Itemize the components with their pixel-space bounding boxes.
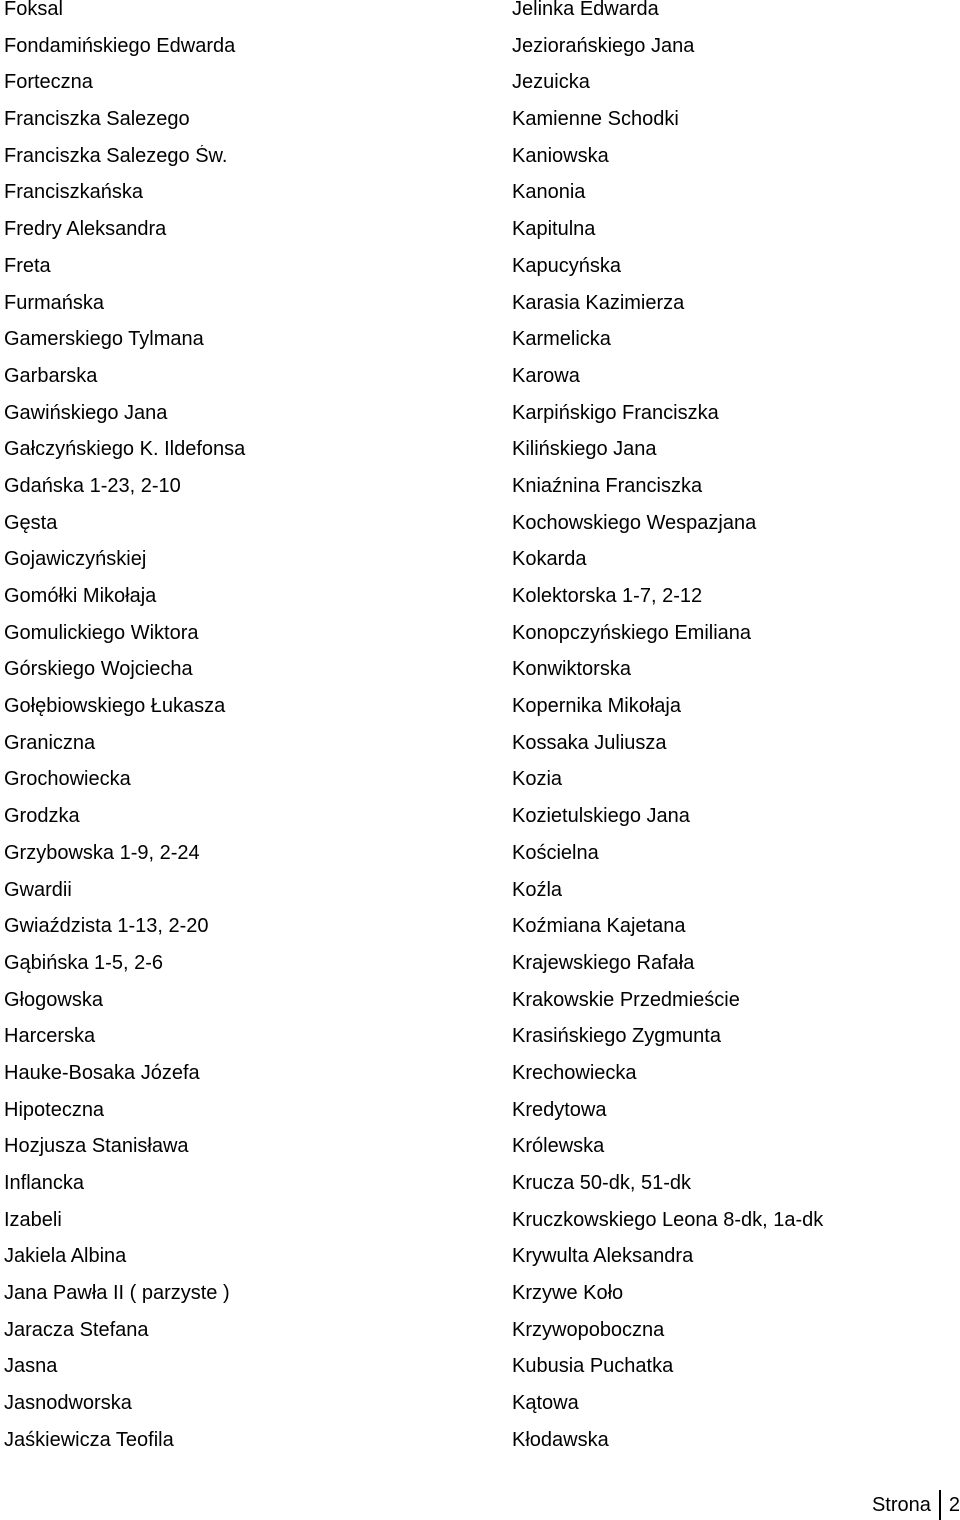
street-name: Kokarda bbox=[512, 548, 587, 571]
street-name: Kopernika Mikołaja bbox=[512, 695, 681, 718]
street-name: Górskiego Wojciecha bbox=[4, 658, 193, 681]
street-name: Jasnodworska bbox=[4, 1392, 132, 1415]
street-name: Hipoteczna bbox=[4, 1098, 105, 1121]
street-name: Krywulta Aleksandra bbox=[512, 1245, 694, 1268]
street-name: Jaracza Stefana bbox=[4, 1318, 149, 1341]
street-list-left bbox=[4, 0, 504, 1466]
street-name: Jana Pawła II ( parzyste ) bbox=[4, 1282, 230, 1305]
street-name: Krucza 50-dk, 51-dk bbox=[512, 1172, 691, 1194]
street-name: Gomółki Mikołaja bbox=[4, 585, 157, 607]
page-number: 2 bbox=[948, 1494, 960, 1516]
street-name: Kozia bbox=[512, 768, 563, 791]
street-name: Jeziorańskiego Jana bbox=[512, 34, 695, 57]
street-name: Kłodawska bbox=[512, 1428, 609, 1451]
street-name: Koźmiana Kajetana bbox=[512, 915, 686, 938]
street-name: Hozjusza Stanisława bbox=[4, 1135, 189, 1158]
street-name: Kanonia bbox=[512, 181, 586, 204]
street-name: Kapitulna bbox=[512, 218, 596, 241]
street-name: Garbarska bbox=[4, 364, 98, 387]
street-name: Gamerskiego Tylmana bbox=[4, 328, 204, 351]
street-name: Gałczyńskiego K. Ildefonsa bbox=[4, 438, 246, 461]
street-name: Inflancka bbox=[4, 1172, 85, 1194]
street-name: Krzywe Koło bbox=[512, 1282, 624, 1305]
street-name: Kniaźnina Franciszka bbox=[512, 474, 703, 497]
street-name: Jelinka Edwarda bbox=[512, 0, 659, 20]
street-name: Konwiktorska bbox=[512, 658, 631, 681]
street-name: Krzywopoboczna bbox=[512, 1318, 665, 1341]
street-name: Harcerska bbox=[4, 1025, 96, 1048]
street-name: Konopczyńskiego Emiliana bbox=[512, 621, 752, 644]
street-name: Gomulickiego Wiktora bbox=[4, 621, 199, 644]
street-name: Jezuicka bbox=[512, 71, 590, 94]
street-name: Furmańska bbox=[4, 291, 105, 314]
street-name: Królewska bbox=[512, 1135, 605, 1158]
street-name: Izabeli bbox=[4, 1208, 62, 1231]
street-name: Gwiaździsta 1-13, 2-20 bbox=[4, 915, 209, 938]
street-name: Gołębiowskiego Łukasza bbox=[4, 695, 226, 718]
street-name: Gwardii bbox=[4, 878, 72, 901]
street-name: Kątowa bbox=[512, 1392, 579, 1415]
street-name: Krasińskiego Zygmunta bbox=[512, 1025, 721, 1048]
street-name: Karmelicka bbox=[512, 328, 611, 351]
street-name: Karpińskigo Franciszka bbox=[512, 401, 719, 424]
street-name: Franciszka Salezego Św. bbox=[4, 144, 228, 167]
street-name: Forteczna bbox=[4, 71, 93, 94]
street-name: Jakiela Albina bbox=[4, 1245, 127, 1268]
street-name: Karasia Kazimierza bbox=[512, 291, 685, 314]
street-name: Gawińskiego Jana bbox=[4, 401, 168, 424]
street-name: Kościelna bbox=[512, 841, 599, 864]
street-name: Kochowskiego Wespazjana bbox=[512, 511, 757, 534]
page-footer bbox=[872, 1490, 960, 1520]
street-name: Kruczkowskiego Leona 8-dk, 1a-dk bbox=[512, 1208, 824, 1231]
street-name: Grochowiecka bbox=[4, 768, 131, 791]
street-name: Grodzka bbox=[4, 805, 80, 828]
street-name: Graniczna bbox=[4, 731, 96, 754]
street-name: Jaśkiewicza Teofila bbox=[4, 1428, 174, 1451]
street-name: Grzybowska 1-9, 2-24 bbox=[4, 841, 200, 864]
street-name: Koźla bbox=[512, 878, 563, 901]
street-name: Gęsta bbox=[4, 511, 58, 534]
street-name: Kilińskiego Jana bbox=[512, 438, 657, 461]
street-name: Krajewskiego Rafała bbox=[512, 951, 695, 974]
street-name: Kolektorska 1-7, 2-12 bbox=[512, 585, 703, 607]
street-name: Karowa bbox=[512, 364, 580, 387]
street-name: Krakowskie Przedmieście bbox=[512, 988, 740, 1011]
street-name: Hauke-Bosaka Józefa bbox=[4, 1061, 200, 1084]
street-name: Gojawiczyńskiej bbox=[4, 548, 147, 571]
street-name: Kredytowa bbox=[512, 1098, 607, 1121]
page-label: Strona bbox=[871, 1494, 931, 1516]
street-name: Kubusia Puchatka bbox=[512, 1355, 674, 1378]
street-name: Franciszkańska bbox=[4, 181, 143, 204]
street-name: Franciszka Salezego bbox=[4, 108, 190, 131]
street-name: Kozietulskiego Jana bbox=[512, 805, 690, 828]
street-name: Gdańska 1-23, 2-10 bbox=[4, 474, 181, 497]
street-name: Jasna bbox=[4, 1355, 58, 1378]
street-name: Kamienne Schodki bbox=[512, 108, 679, 131]
street-name: Freta bbox=[4, 254, 51, 277]
street-name: Foksal bbox=[4, 0, 63, 20]
street-name: Kaniowska bbox=[512, 144, 609, 167]
street-name: Krechowiecka bbox=[512, 1061, 637, 1084]
street-name: Głogowska bbox=[4, 988, 103, 1011]
street-name: Kossaka Juliusza bbox=[512, 731, 667, 754]
street-list-right bbox=[512, 0, 952, 1466]
street-name: Fredry Aleksandra bbox=[4, 218, 167, 241]
street-name: Fondamińskiego Edwarda bbox=[4, 34, 236, 57]
street-name: Gąbińska 1-5, 2-6 bbox=[4, 951, 163, 974]
street-name: Kapucyńska bbox=[512, 254, 621, 277]
